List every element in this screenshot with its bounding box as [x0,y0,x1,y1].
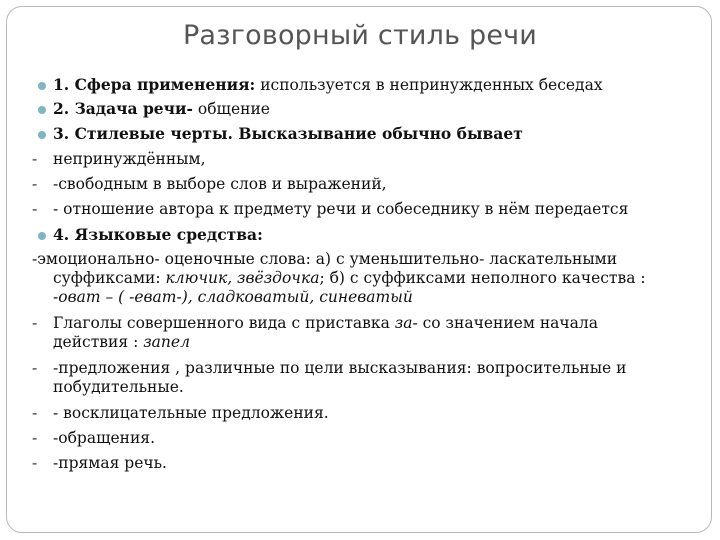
page-title: Разговорный стиль речи [182,20,538,51]
bullet-icon [38,106,46,114]
list-item-features: 3. Стилевые черты. Высказывание обычно бывает [53,124,523,143]
dash-marker: - [32,175,38,193]
dash-marker: - [32,314,38,332]
verbs-line2: действия : запел [53,333,190,351]
bullet-icon [38,232,46,240]
list-item-relaxed: непринуждённым, [53,150,206,168]
exclamatory-sentences: - восклицательные предложения. [53,404,329,422]
dash-marker: - [32,200,38,218]
list-item-language-means: 4. Языковые средства: [53,225,263,244]
list-item-scope: 1. Сфера применения: используется в непринужденных беседах [53,75,603,94]
sentences-line1: -предложения , различные по цели высказывания: вопросительные и [53,359,627,377]
verbs-line1: Глаголы совершенного вида с приставка за- со значением начала [53,314,598,332]
dash-marker: - [32,404,38,422]
emotional-words-line1: -эмоционально- оценочные слова: а) с уменьшительно- ласкательными [32,250,618,268]
bullet-icon [38,82,46,90]
emotional-words-line3: -оват – ( -еват-), сладковатый, синеватый [53,288,413,306]
dash-marker: - [32,429,38,447]
addresses: -обращения. [53,429,156,447]
sentences-line2: побудительные. [53,378,184,396]
emotional-words-line2: суффиксами: ключик, звёздочка; б) с суффиксами неполного качества : [53,269,646,287]
bullet-icon [38,131,46,139]
dash-marker: - [32,359,38,377]
list-item-task: 2. Задача речи- общение [53,99,270,118]
list-item-attitude: - отношение автора к предмету речи и собеседнику в нём передается [53,200,629,218]
list-item-free-choice: -свободным в выборе слов и выражений, [53,175,387,193]
dash-marker: - [32,454,38,472]
direct-speech: -прямая речь. [53,454,167,472]
dash-marker: - [32,150,38,168]
